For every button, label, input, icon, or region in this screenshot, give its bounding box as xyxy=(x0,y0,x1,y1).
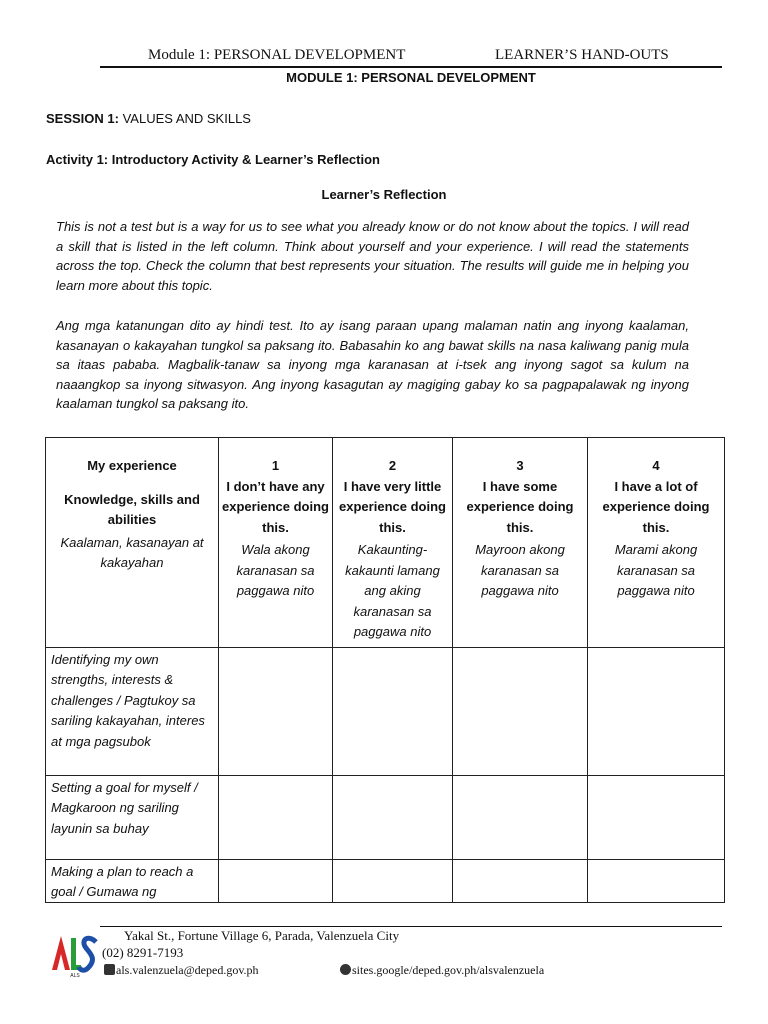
col-label: I have very little experience doing this. xyxy=(339,478,446,535)
check-cell[interactable] xyxy=(588,647,725,775)
skill-text: Making a plan to reach a goal / Gumawa ng xyxy=(51,863,194,899)
footer-address: Yakal St., Fortune Village 6, Parada, Valenzuela City xyxy=(124,928,400,943)
check-cell[interactable] xyxy=(333,859,453,902)
activity-title: Activity 1: Introductory Activity & Learner’s Reflection xyxy=(46,152,380,167)
instructions-english: This is not a test but is a way for us to see what you already know or do not know about the topics. I will read a skill that is listed in the left column. Think about yourself and your experience. I will read the statements across the top. Check the column that best represents your situation. The results will guide me in helping you learn more about this topic. xyxy=(56,219,689,293)
als-logo xyxy=(50,930,100,980)
check-cell[interactable] xyxy=(219,647,333,775)
session-line xyxy=(46,111,251,126)
logo-letter-s xyxy=(79,938,96,970)
check-cell[interactable] xyxy=(219,859,333,902)
skill-cell: Identifying my own strengths, interests & challenges / Pagtukoy sa sariling kakayahan, interes at mga pagsubok xyxy=(46,647,219,775)
col-number: 3 xyxy=(516,458,524,473)
table-row xyxy=(46,647,725,775)
mail-icon xyxy=(104,964,115,975)
check-cell[interactable] xyxy=(219,775,333,859)
page-header xyxy=(100,46,722,68)
check-cell[interactable] xyxy=(453,647,588,775)
footer-email[interactable] xyxy=(104,963,259,978)
col-label-fil: Kakaunting-kakaunti lamang ang aking karanasan sa paggawa nito xyxy=(345,542,440,639)
header-col-4 xyxy=(588,438,725,648)
header-subtitle: Knowledge, skills and abilities xyxy=(64,491,200,527)
session-label: SESSION 1: xyxy=(46,111,119,126)
skill-cell: Setting a goal for myself / Magkaroon ng sariling layunin sa buhay xyxy=(46,775,219,859)
header-my-experience xyxy=(46,438,219,648)
col-number: 4 xyxy=(652,458,660,473)
footer-phone: (02) 8291-7193 xyxy=(102,945,184,960)
header-title: My experience xyxy=(87,458,177,473)
col-label: I don’t have any experience doing this. xyxy=(222,478,329,535)
module-title: MODULE 1: PERSONAL DEVELOPMENT xyxy=(286,70,536,85)
header-subtitle-fil: Kaalaman, kasanayan at kakayahan xyxy=(60,534,204,570)
table-header-row xyxy=(46,438,725,648)
experience-table xyxy=(45,437,725,903)
col-number: 1 xyxy=(271,458,280,473)
col-number: 2 xyxy=(388,458,397,473)
check-cell[interactable] xyxy=(588,859,725,902)
col-label-fil: Wala akong karanasan sa paggawa nito xyxy=(236,542,315,598)
footer-email-text: als.valenzuela@deped.gov.ph xyxy=(116,963,259,977)
col-label-fil: Mayroon akong karanasan sa paggawa nito xyxy=(475,542,565,598)
skill-cell xyxy=(46,859,219,902)
table-row xyxy=(46,859,725,902)
header-module: Module 1: PERSONAL DEVELOPMENT xyxy=(148,47,406,63)
reflection-title: Learner’s Reflection xyxy=(321,187,447,202)
logo-letter-a xyxy=(52,936,70,970)
header-col-3 xyxy=(453,438,588,648)
col-label: I have a lot of experience doing this. xyxy=(602,478,710,535)
footer-divider xyxy=(100,926,722,927)
header-handouts: LEARNER’S HAND-OUTS xyxy=(495,47,669,63)
check-cell[interactable] xyxy=(333,647,453,775)
col-label-fil: Marami akong karanasan sa paggawa nito xyxy=(614,542,698,598)
col-label: I have some experience doing this. xyxy=(466,478,574,535)
footer-site-text: sites.google/deped.gov.ph/alsvalenzuela xyxy=(352,963,545,977)
logo-text: ALS xyxy=(70,973,80,979)
session-text: VALUES AND SKILLS xyxy=(122,111,251,126)
check-cell[interactable] xyxy=(453,775,588,859)
header-col-1 xyxy=(219,438,333,648)
check-cell[interactable] xyxy=(588,775,725,859)
footer-site[interactable] xyxy=(340,963,544,978)
check-cell[interactable] xyxy=(453,859,588,902)
instructions-filipino: Ang mga katanungan dito ay hindi test. Ito ay isang paraan upang malaman natin ang inyong kaalaman, kasanayan o kakayahan tungkol sa paksang ito. Babasahin ko ang bawat skills na nasa kaliwang panig mula sa itaas pababa. Magbalik-tanaw sa inyong mga karanasan at i-tsek ang inyong sagot sa kulum na naaangkop sa inyong sitwasyon. Ang inyong kasagutan ay magiging gabay ko sa pagpapalawak ng inyong kaalaman tungkol sa paksang ito. xyxy=(56,318,689,412)
check-cell[interactable] xyxy=(333,775,453,859)
table-row xyxy=(46,775,725,859)
header-col-2 xyxy=(333,438,453,648)
globe-icon xyxy=(340,964,351,975)
